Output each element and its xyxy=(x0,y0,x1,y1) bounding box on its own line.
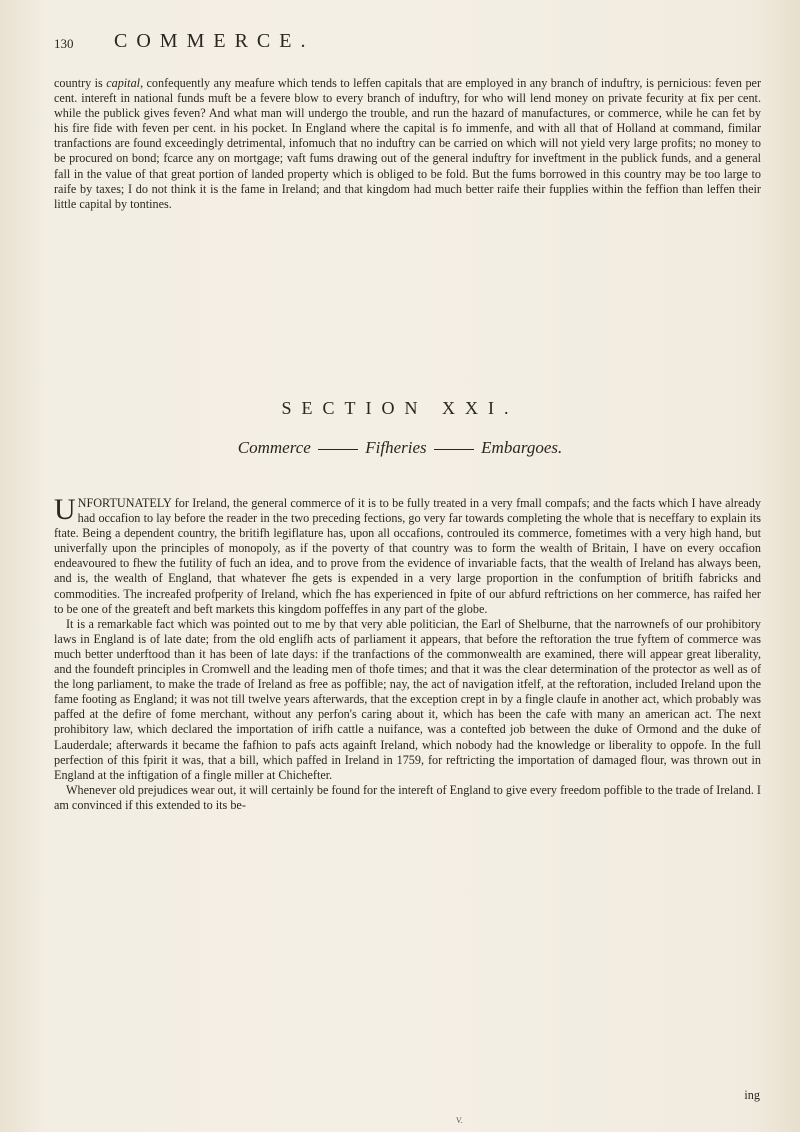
subheading-commerce: Commerce xyxy=(237,438,311,457)
subheading-fisheries: Fifheries xyxy=(365,438,427,457)
paragraph: It is a remarkable fact which was pointed out to me by that very able politician, the Earl of Shelburne, that the narrownefs of our prohibitory laws in England is of late date; from the old englifh acts of parliament it appears, that before the reftoration the true fyftem of commerce was much better underftood than it has been of late days: if the tranfactions of the commonwealth are examined, there will appear great liberality, and the foundeft principles in Cromwell and the leading men of thofe times; and that it was the clear determination of the protector as well as of the long parliament, to make the trade of Ireland as free as poffible; nay, the act of navigation itfelf, at the reftoration, included Ireland upon the fame footing as England; it was not till twelve years afterwards, that the exception crept in by a fingle claufe in another act, which probably was paffed at the defire of fome merchant, without any perfon's caring about it, which has been the cafe with many an american act. The next prohibitory law, which declared the importation of irifh cattle a nuifance, was a contefted job between the duke of Ormond and the duke of Lauderdale; afterwards it became the fafhion to pafs acts againft Ireland, which nobody had the knowledge or liberality to oppofe. In the full perfection of this fpirit it was, that a bill, which paffed in Ireland in 1759, for reftricting the importation of damaged flour, was thrown out in England at the inftigation of a fingle miller at Chichefter. xyxy=(54,616,761,782)
paragraph: Whenever old prejudices wear out, it will certainly be found for the intereft of England to give every freedom poffible to the trade of Ireland. I am convinced if this extended to its be- xyxy=(54,782,761,812)
section-heading: SECTION XXI. xyxy=(281,398,519,418)
section-body xyxy=(54,493,761,813)
emphasis: capital xyxy=(106,76,141,90)
dash-rule xyxy=(434,449,474,450)
subheading-embargoes: Embargoes. xyxy=(481,438,563,457)
running-head xyxy=(54,30,760,60)
paragraph: UNFORTUNATELY for Ireland, the general commerce of it is to be fully treated in a very fmall compafs; and the facts which I have already had occafion to lay before the reader in the two preceding fections, go very far towards completing the whole that is neceffary to explain its ftate. Being a dependent country, the britifh legiflature has, upon all occafions, controuled its commerce, fometimes with a very high hand, but univerfally upon the principles of monopoly, as if the poverty of that country was to form the wealth of Britain, I have on every occafion endeavoured to fhew the futility of fuch an idea, and to prove from the evidence of invariable facts, that the wealth of Ireland has always been, and is, the wealth of England, that whatever fhe gets is expended in a very large proportion in the confumption of britifh fabricks and commodities. The increafed profperity of Ireland, which fhe has experienced in fpite of our abfurd reftrictions on her commerce, has raifed her to be one of the greateft and beft markets this kingdom poffeffes in any part of the globe. xyxy=(54,493,761,616)
running-title: COMMERCE. xyxy=(114,30,315,52)
signature-mark: V. xyxy=(456,1116,463,1125)
catchword: ing xyxy=(744,1088,760,1102)
page-number: 130 xyxy=(54,36,74,51)
paragraph: country is capital, confequently any meafure which tends to leffen capitals that are employed in any branch of induftry, is pernicious: feven per cent. intereft in national funds muft be a fevere blow to every branch of induftry, for who will lend money on private fecurity at fix per cent. while the publick gives feven? And what man will undergo the trouble, and run the hazard of manufactures, or commerce, while he can fet by his fire fide with feven per cent. in his pocket. In England where the capital is fo immenfe, and with all that of Holland at command, fimilar tranfactions are found exceedingly detrimental, infomuch that no induftry can be carried on which will not yield very large profits; no money to be procured on bond; fcarce any on mortgage; vaft fums drawing out of the general induftry for inveftment in the publick funds, and a general fall in the value of that great portion of landed property which is obliged to be fold. But the fums borrowed in this country may be too large to raife by taxes; I do not think it is the fame in Ireland; and that kingdom had much better raife their fupplies within the feffion than leffen their little capital by tontines. xyxy=(54,76,762,211)
section-subheading xyxy=(0,438,800,458)
continued-paragraph xyxy=(54,76,761,212)
drop-cap: U xyxy=(54,493,76,526)
dash-rule xyxy=(318,449,358,450)
